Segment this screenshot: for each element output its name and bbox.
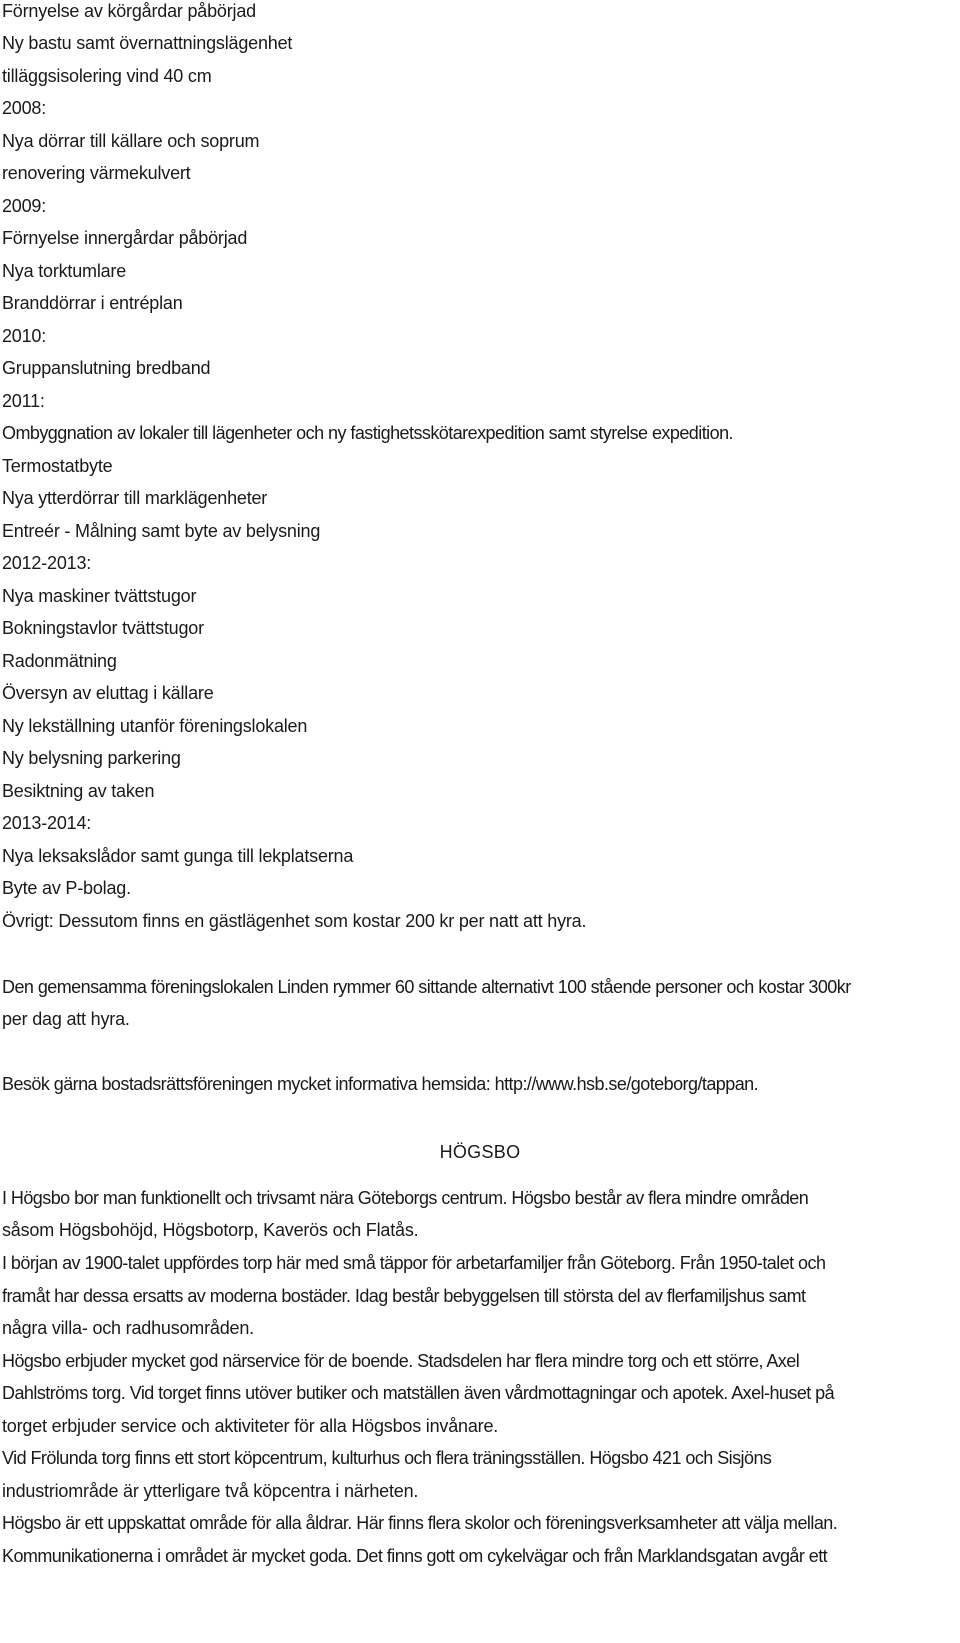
paragraph-line: Den gemensamma föreningslokalen Linden rymmer 60 sittande alternativt 100 stående personer och kostar 300kr xyxy=(2,977,851,997)
paragraph-line: industriområde är ytterligare två köpcentra i närheten. xyxy=(2,1481,419,1501)
paragraph-line: Dahlströms torg. Vid torget finns utöver butiker och matställen även vårdmottagningar och apotek. Axel-huset på xyxy=(2,1383,835,1403)
list-item: Ombyggnation av lokaler till lägenheter och ny fastighetsskötarexpedition samt styrelse expedition. xyxy=(2,423,733,443)
year-heading: 2013-2014: xyxy=(2,813,92,833)
paragraph-line: några villa- och radhusområden. xyxy=(2,1318,254,1338)
year-heading: 2010: xyxy=(2,326,47,346)
paragraph-line: per dag att hyra. xyxy=(2,1009,130,1029)
website-paragraph: Besök gärna bostadsrättsföreningen mycket informativa hemsida: http://www.hsb.se/goteborg/tappan. xyxy=(2,1074,759,1094)
list-item: Nya torktumlare xyxy=(2,261,127,281)
paragraph-line: framåt har dessa ersatts av moderna bostäder. Idag består bebyggelsen till största del av flerfamiljshus samt xyxy=(2,1286,806,1306)
paragraph-line: I början av 1900-talet uppfördes torp här med små täppor för arbetarfamiljer från Göteborg. Från 1950-talet och xyxy=(2,1253,826,1273)
list-item: tilläggsisolering vind 40 cm xyxy=(2,66,212,86)
paragraph-line: I Högsbo bor man funktionellt och trivsamt nära Göteborgs centrum. Högsbo består av flera mindre områden xyxy=(2,1188,809,1208)
paragraph-line: Vid Frölunda torg finns ett stort köpcentrum, kulturhus och flera träningsställen. Högsbo 421 och Sisjöns xyxy=(2,1448,772,1468)
list-item: Branddörrar i entréplan xyxy=(2,293,183,313)
list-item: Förnyelse av körgårdar påbörjad xyxy=(2,1,256,21)
list-item: Nya ytterdörrar till marklägenheter xyxy=(2,488,268,508)
list-item: Ny belysning parkering xyxy=(2,748,181,768)
paragraph-line: Högsbo erbjuder mycket god närservice för de boende. Stadsdelen har flera mindre torg och ett större, Axel xyxy=(2,1351,800,1371)
section-heading: HÖGSBO xyxy=(439,1142,521,1162)
year-heading: 2012-2013: xyxy=(2,553,92,573)
year-heading: 2009: xyxy=(2,196,47,216)
list-item: Byte av P-bolag. xyxy=(2,878,131,898)
list-item: Övrigt: Dessutom finns en gästlägenhet som kostar 200 kr per natt att hyra. xyxy=(2,911,587,931)
list-item: Nya leksakslådor samt gunga till lekplatserna xyxy=(2,846,354,866)
list-item: Bokningstavlor tvättstugor xyxy=(2,618,204,638)
list-item: Besiktning av taken xyxy=(2,781,155,801)
list-item: Ny bastu samt övernattningslägenhet xyxy=(2,33,293,53)
list-item: Entreér - Målning samt byte av belysning xyxy=(2,521,321,541)
list-item: Nya dörrar till källare och soprum xyxy=(2,131,260,151)
list-item: renovering värmekulvert xyxy=(2,163,191,183)
year-heading: 2008: xyxy=(2,98,47,118)
list-item: Termostatbyte xyxy=(2,456,113,476)
list-item: Ny lekställning utanför föreningslokalen xyxy=(2,716,308,736)
list-item: Radonmätning xyxy=(2,651,117,671)
list-item: Nya maskiner tvättstugor xyxy=(2,586,197,606)
paragraph-line: Kommunikationerna i området är mycket goda. Det finns gott om cykelvägar och från Marklandsgatan avgår ett xyxy=(2,1546,828,1566)
paragraph-line: torget erbjuder service och aktiviteter för alla Högsbos invånare. xyxy=(2,1416,499,1436)
list-item: Förnyelse innergårdar påbörjad xyxy=(2,228,248,248)
paragraph-line: Högsbo är ett uppskattat område för alla åldrar. Här finns flera skolor och föreningsverksamheter att välja mellan. xyxy=(2,1513,838,1533)
list-item: Översyn av eluttag i källare xyxy=(2,683,214,703)
year-heading: 2011: xyxy=(2,391,45,411)
list-item: Gruppanslutning bredband xyxy=(2,358,211,378)
paragraph-line: såsom Högsbohöjd, Högsbotorp, Kaverös och Flatås. xyxy=(2,1220,419,1240)
